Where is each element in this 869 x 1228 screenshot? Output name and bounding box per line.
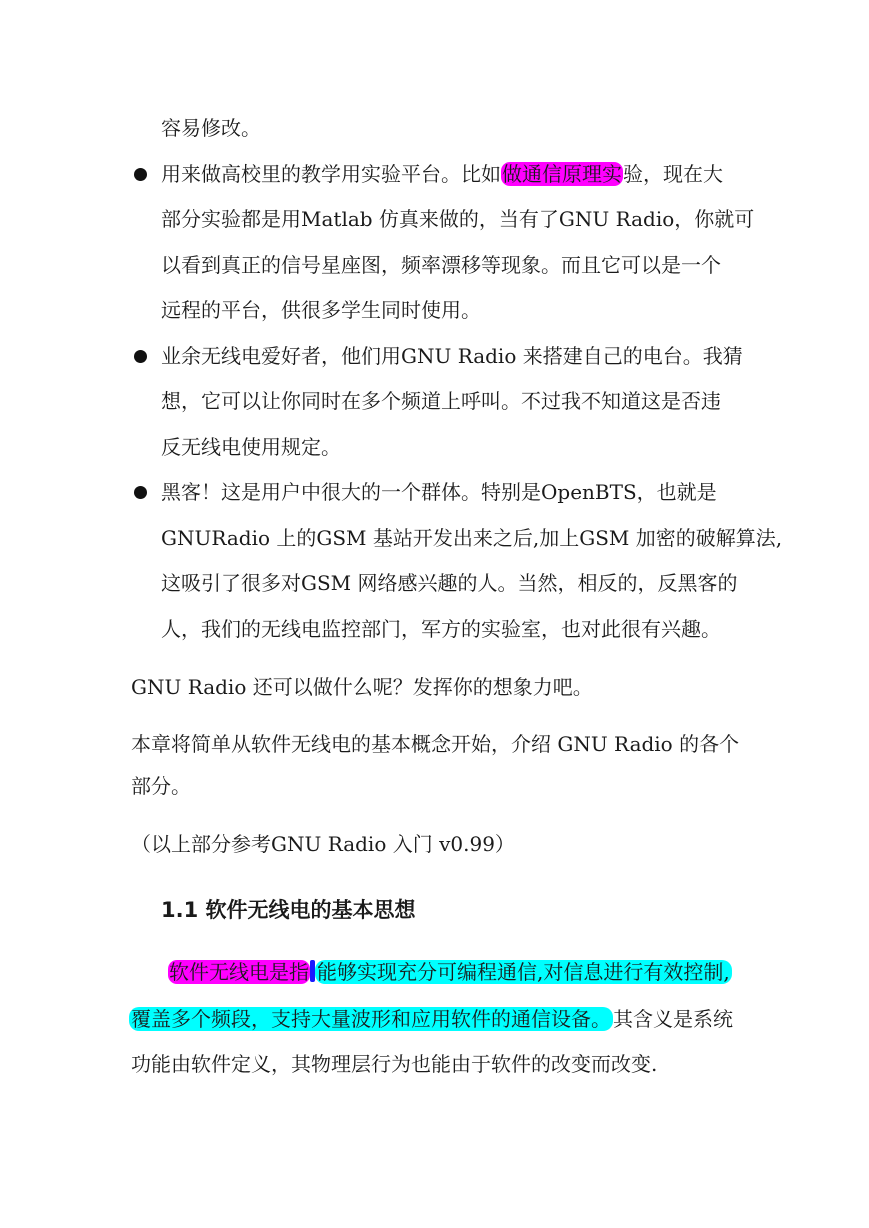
highlight-magenta: 做通信原理实 [502, 162, 622, 186]
bullet1-line4: 远程的平台，供很多学生同时使用。 [161, 298, 481, 322]
bullet2-line1: 业余无线电爱好者，他们用GNU Radio 来搭建自己的电台。我猜 [161, 344, 743, 368]
highlight-magenta: 软件无线电是指 [169, 960, 309, 984]
bullet2-line2: 想，它可以让你同时在多个频道上呼叫。不过我不知道这是否违 [161, 389, 721, 413]
bullet3-line2: GNURadio 上的GSM 基站开发出来之后,加上GSM 加密的破解算法, [161, 526, 783, 550]
body-line2: 覆盖多个频段，支持大量波形和应用软件的通信设备。 其含义是系统 [131, 1007, 733, 1031]
body-line3: 功能由软件定义，其物理层行为也能由于软件的改变而改变. [131, 1052, 658, 1076]
paragraph-chapter-intro-line2: 部分。 [131, 774, 191, 798]
bullet-dot [134, 350, 147, 363]
bullet3-line3: 这吸引了很多对GSM 网络感兴趣的人。当然，相反的，反黑客的 [161, 571, 738, 595]
bullet1-line2: 部分实验都是用Matlab 仿真来做的，当有了GNU Radio，你就可 [161, 207, 755, 231]
continuation-line: 容易修改。 [161, 116, 261, 140]
paragraph-chapter-intro-line1: 本章将简单从软件无线电的基本概念开始，介绍 GNU Radio 的各个 [131, 732, 740, 756]
bullet3-line1: 黑客！这是用户中很大的一个群体。特别是OpenBTS，也就是 [161, 480, 717, 504]
highlight-cyan: 覆盖多个频段，支持大量波形和应用软件的通信设备。 [131, 1007, 611, 1031]
paragraph-gnu-radio: GNU Radio 还可以做什么呢？发挥你的想象力吧。 [131, 675, 593, 699]
highlight-cyan: 能够实现充分可编程通信,对信息进行有效控制, [317, 960, 730, 984]
reference-note: （以上部分参考GNU Radio 入门 v0.99） [131, 832, 515, 856]
bullet1-line1: 用来做高校里的教学用实验平台。比如做通信原理实验，现在大 [161, 162, 723, 186]
bullet-dot [134, 168, 147, 181]
bullet3-line4: 人，我们的无线电监控部门，军方的实验室，也对此很有兴趣。 [161, 617, 721, 641]
section-title: 软件无线电的基本思想 [205, 898, 416, 922]
bullet-dot [134, 486, 147, 499]
bullet1-line3: 以看到真正的信号星座图，频率漂移等现象。而且它可以是一个 [161, 253, 721, 277]
bullet2-line3: 反无线电使用规定。 [161, 435, 341, 459]
section-heading [161, 896, 416, 924]
section-number: 1.1 [161, 898, 199, 922]
body-line1 [168, 958, 732, 986]
